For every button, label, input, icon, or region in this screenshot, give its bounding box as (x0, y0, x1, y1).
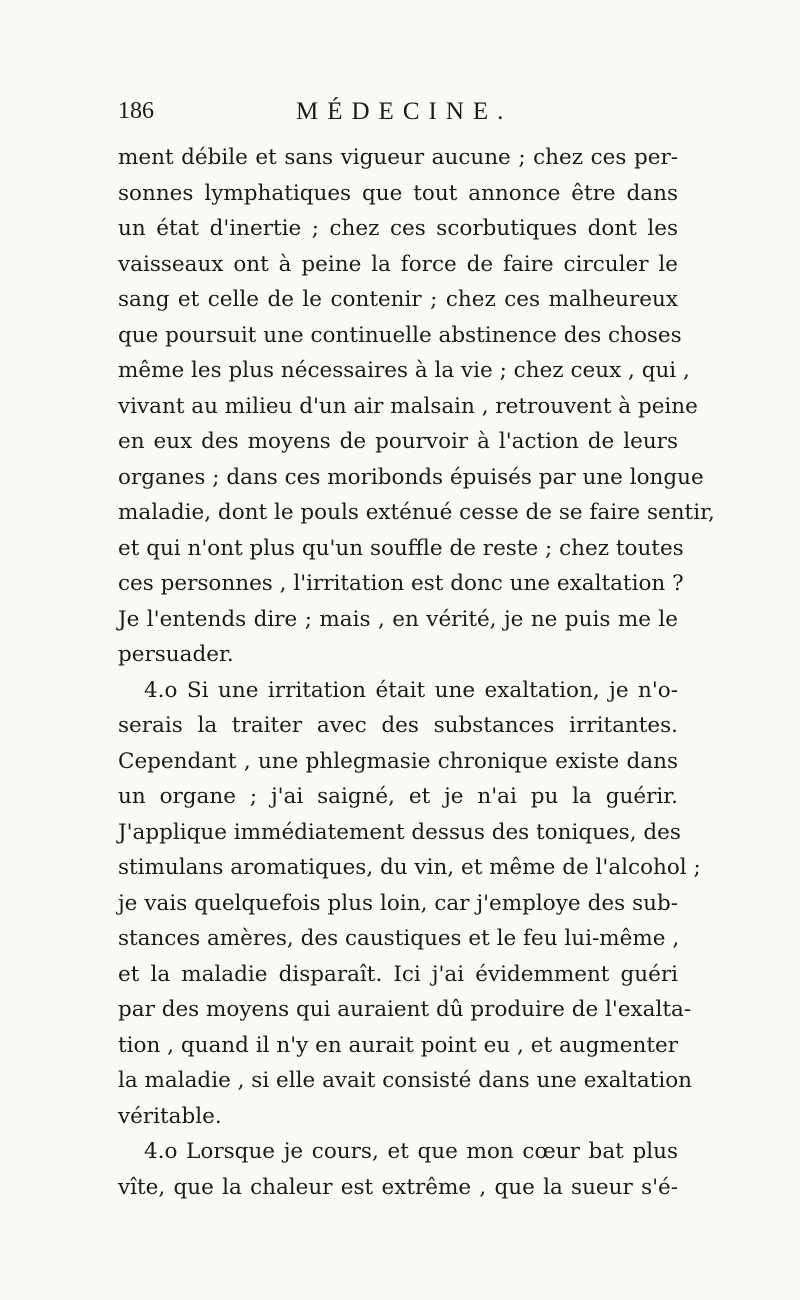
text-line: un état d'inertie ; chez ces scorbutiques dont les (118, 216, 678, 241)
text-line: serais la traiter avec des substances irritantes. (118, 713, 678, 738)
text-line: la maladie , si elle avait consisté dans une exaltation (118, 1068, 693, 1093)
text-line: vivant au milieu d'un air malsain , retrouvent à peine (118, 393, 698, 419)
paragraph-end-line: véritable. (118, 1103, 222, 1129)
paragraph-end-line: persuader. (118, 642, 234, 667)
text-line: vîte, que la chaleur est extrême , que la sueur s'é- (118, 1174, 678, 1200)
page-number: 186 (118, 98, 154, 124)
text-line: stimulans aromatiques, du vin, et même de l'alcohol ; (118, 855, 701, 880)
text-line: et qui n'ont plus qu'un souffle de reste ; chez toutes (118, 535, 684, 561)
text-line: sonnes lymphatiques que tout annonce être dans (118, 180, 678, 206)
paragraph-start-line: 4.o Si une irritation était une exaltation, je n'o- (144, 677, 678, 703)
text-line: maladie, dont le pouls exténué cesse de se faire sentir, (118, 500, 715, 525)
text-line: en eux des moyens de pourvoir à l'action de leurs (118, 429, 678, 454)
text-line: J'applique immédiatement dessus des toniques, des (118, 819, 681, 845)
page-header (118, 98, 678, 134)
text-line: sang et celle de le contenir ; chez ces malheureux (118, 287, 678, 312)
text-line: ment débile et sans vigueur aucune ; chez ces per- (118, 145, 678, 170)
text-line: même les plus nécessaires à la vie ; chez ceux , qui , (118, 358, 690, 383)
text-line: ces personnes , l'irritation est donc une exaltation ? (118, 571, 684, 596)
running-head: MÉDECINE. (296, 98, 513, 125)
text-line: et la maladie disparaît. Ici j'ai évidemment guéri (118, 961, 678, 987)
text-line: que poursuit une continuelle abstinence des choses (118, 322, 682, 348)
text-line: je vais quelquefois plus loin, car j'employe des sub- (118, 890, 678, 916)
text-line: par des moyens qui auraient dû produire de l'exalta- (118, 997, 692, 1022)
paragraph-start-line: 4.o Lorsque je cours, et que mon cœur bat plus (144, 1139, 678, 1164)
text-line: Je l'entends dire ; mais , en vérité, je ne puis me le (118, 606, 678, 632)
body-text (118, 140, 715, 1205)
text-line: organes ; dans ces moribonds épuisés par une longue (118, 464, 704, 490)
text-line: Cependant , une phlegmasie chronique existe dans (118, 748, 678, 774)
text-line: stances amères, des caustiques et le feu lui-même , (118, 926, 680, 951)
text-line: un organe ; j'ai saigné, et je n'ai pu la guérir. (118, 784, 678, 809)
text-line: vaisseaux ont à peine la force de faire circuler le (118, 251, 678, 277)
text-line: tion , quand il n'y en aurait point eu , et augmenter (118, 1032, 678, 1058)
